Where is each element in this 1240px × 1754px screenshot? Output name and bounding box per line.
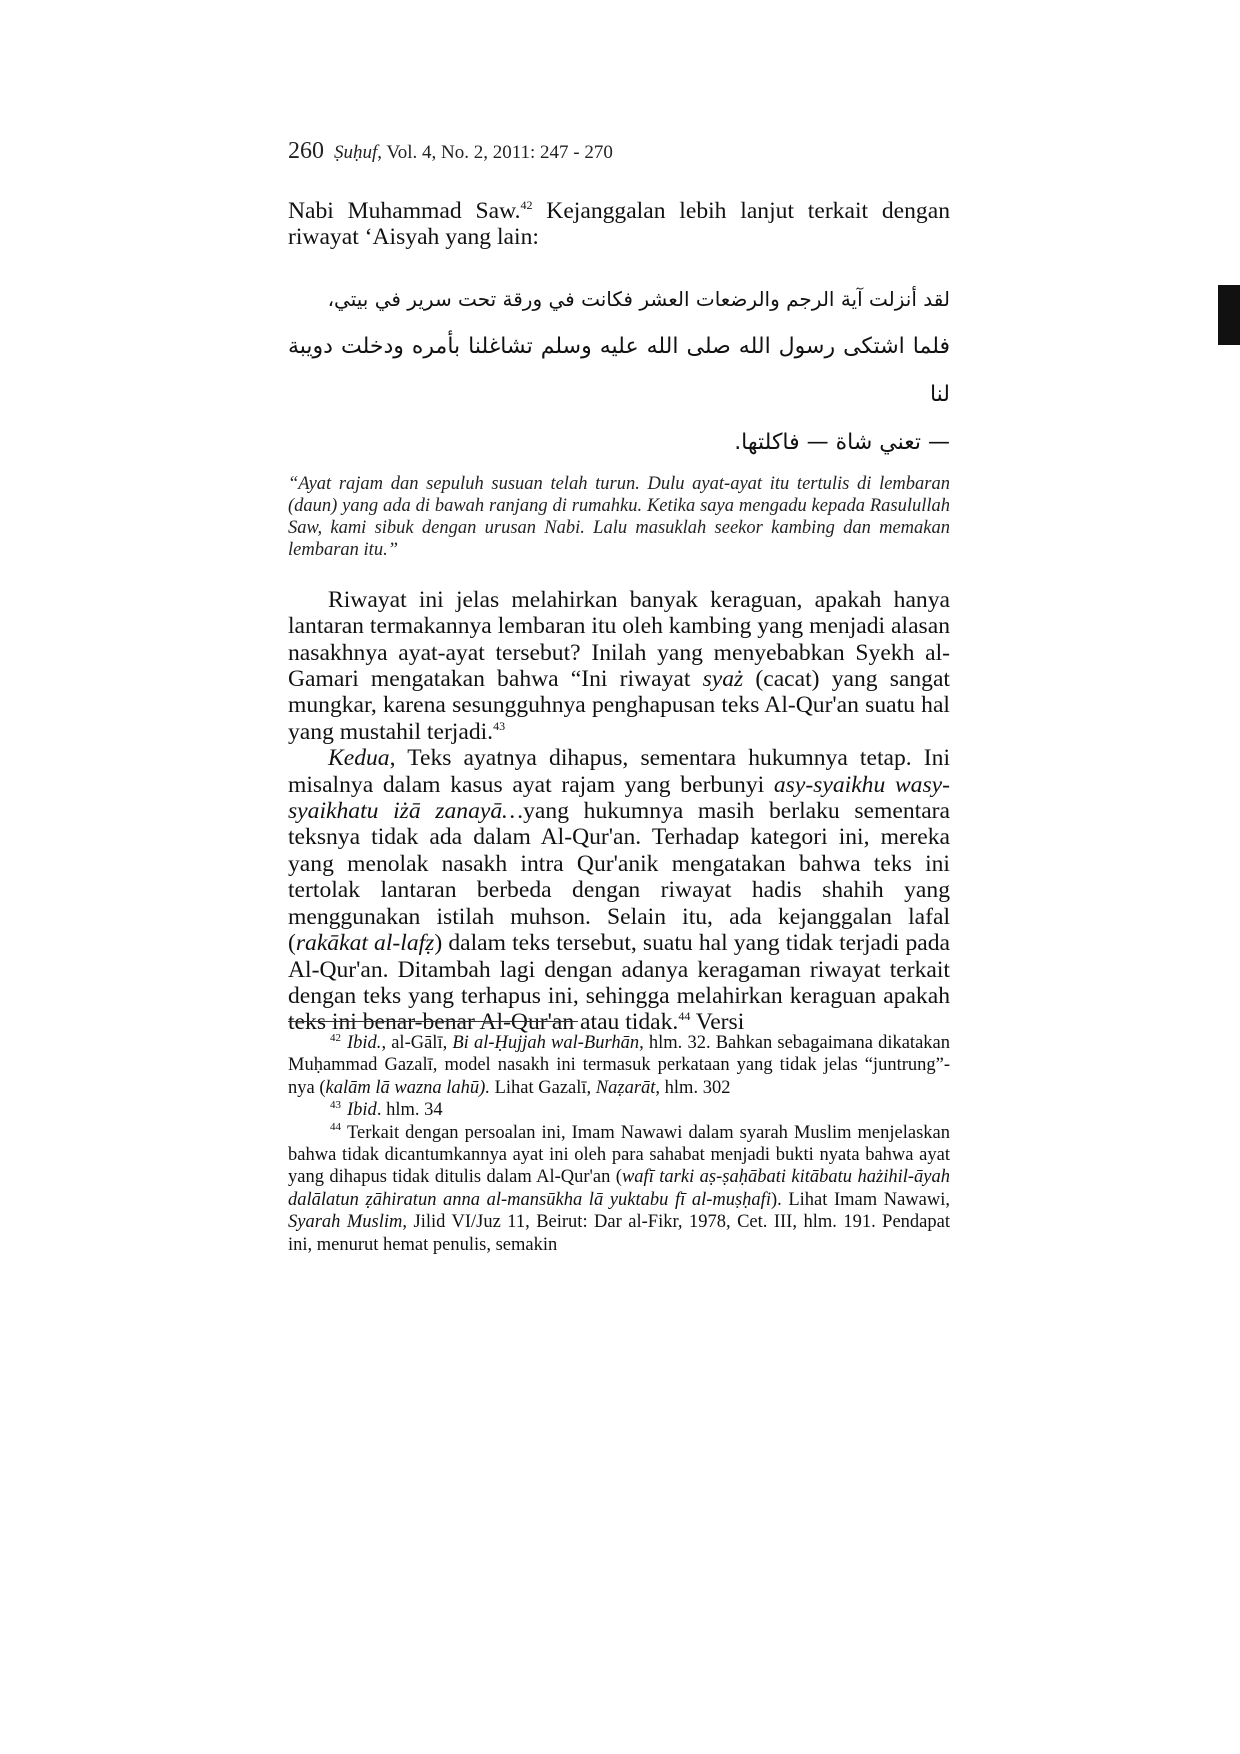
footnote-44 bbox=[288, 1122, 950, 1256]
footnote-text: , Jilid VI/Juz 11, Beirut: Dar al-Fikr, 1978, Cet. III, hlm. 191. Pendapat ini, menurut hemat penulis, semakin bbox=[288, 1212, 950, 1255]
footnote-42 bbox=[288, 1032, 950, 1099]
intro-text-continued: Kejanggalan lebih lanjut terkait dengan riwayat ‘Aisyah yang lain: bbox=[288, 198, 950, 251]
italic-term: asy-syaikhu wasy-syaikhatu iżā zanayā… bbox=[288, 771, 950, 825]
journal-citation: , Vol. 4, No. 2, 2011: 247 - 270 bbox=[377, 142, 613, 163]
footnote-ref-43: 43 bbox=[493, 718, 506, 733]
body-text bbox=[288, 198, 950, 1036]
italic-term: Naẓarāt bbox=[595, 1077, 656, 1098]
paragraph-text: (cacat) yang sangat mungkar, karena sesungguhnya penghapusan teks Al-Qur'an suatu hal yang mustahil terjadi. bbox=[288, 666, 950, 745]
translation-quote: “Ayat rajam dan sepuluh susuan telah turun. Dulu ayat-ayat itu tertulis di lembaran (daun) yang ada di bawah ranjang di rumahku. Ketika saya mengadu kepada Rasulullah Saw, kami sibuk dengan urusan Nabi. Lalu masuklah seekor kambing dan memakan lembaran itu.” bbox=[288, 473, 950, 560]
paragraph-text: yang hukumnya masih berlaku sementara teksnya tidak ada dalam Al-Qur'an. Terhadap kategori ini, mereka yang menolak nasakh intra Qur'anik mengatakan bahwa teks ini tertolak lantaran berbeda dengan riwayat hadis shahih yang menggunakan istilah muhson. Selain itu, ada kejanggalan lafal ( bbox=[288, 798, 951, 957]
footnote-number: 44 bbox=[330, 1121, 341, 1134]
arabic-line-3: — تعني شاة — فاكلتها. bbox=[734, 429, 950, 455]
paragraph-text: Versi bbox=[690, 1009, 745, 1036]
footnote-text: . hlm. 34 bbox=[376, 1100, 443, 1121]
edge-tab-marker bbox=[1218, 285, 1240, 345]
footnote-text: ). Lihat Imam Nawawi, bbox=[770, 1189, 951, 1210]
paragraph-riwayat bbox=[288, 587, 950, 745]
italic-term: Ibid. bbox=[347, 1033, 382, 1053]
running-header bbox=[288, 138, 613, 165]
footnote-number: 43 bbox=[330, 1099, 341, 1112]
footnote-ref-42: 42 bbox=[520, 198, 533, 213]
footnote-text: Terkait dengan persoalan ini, Imam Nawawi dalam syarah Muslim menjelaskan bahwa tidak dicantumkannya ayat ini oleh para sahabat menjadi bukti nyata bahwa ayat yang dihapus tidak ditulis dalam Al-Qur'an ( bbox=[288, 1122, 950, 1188]
intro-text: Nabi Muhammad Saw. bbox=[288, 198, 521, 224]
page-number: 260 bbox=[288, 138, 324, 164]
footnote-text: hlm. 32. Bahkan sebagaimana dikatakan Muḥammad Gazalī, model nasakh ini termasuk perkataan yang tidak jelas “juntrung”-nya ( bbox=[288, 1033, 950, 1098]
footnote-number: 42 bbox=[330, 1031, 341, 1044]
footnote-text: Lihat Gazalī, bbox=[489, 1077, 596, 1098]
italic-term: Syarah Muslim bbox=[288, 1212, 403, 1233]
intro-paragraph bbox=[288, 198, 950, 251]
footnote-ref-44: 44 bbox=[678, 1009, 691, 1024]
italic-term: Kedua bbox=[328, 745, 390, 772]
footnote-text: , hlm. 302 bbox=[655, 1077, 731, 1098]
journal-title: Ṣuḥuf bbox=[334, 142, 378, 163]
italic-term: rakākat al-lafẓ bbox=[295, 930, 435, 957]
paragraph-kedua bbox=[288, 745, 950, 1035]
arabic-line-1: لقد أنزلت آية الرجم والرضعات العشر فكانت في ورقة تحت سرير في بيتي، bbox=[327, 286, 950, 311]
italic-term: Bi al-Ḥujjah wal-Burhān, bbox=[452, 1033, 644, 1053]
paragraph-text: , Teks ayatnya dihapus, sementara hukumnya tetap. Ini misalnya dalam kasus ayat rajam yang berbunyi bbox=[288, 745, 950, 798]
italic-term: kalām lā wazna lahū). bbox=[325, 1077, 490, 1098]
paragraph-text: Riwayat ini jelas melahirkan banyak keraguan, apakah hanya lantaran termakannya lembaran itu oleh kambing yang menjadi alasan nasakhnya ayat-ayat tersebut? Inilah yang menyebabkan Syekh al-Gamari mengatakan bahwa “Ini riwayat bbox=[288, 586, 950, 693]
italic-term: syaż bbox=[702, 666, 744, 693]
footnote-text: , al-Gālī, bbox=[381, 1033, 453, 1053]
spacer bbox=[288, 561, 950, 587]
footnote-43 bbox=[288, 1099, 950, 1121]
arabic-quote bbox=[288, 275, 950, 467]
italic-term: wafī tarki aṣ-ṣaḥābati kitābatu hażihil-āyah dalālatun ẓāhiratun anna al-mansūkha lā yuktabu fī al-muṣḥafi bbox=[288, 1167, 950, 1210]
footnotes bbox=[288, 1032, 950, 1256]
italic-term: Ibid bbox=[347, 1100, 377, 1121]
arabic-line-2: فلما اشتكى رسول الله صلى الله عليه وسلم تشاغلنا بأمره ودخلت دويبة لنا bbox=[288, 333, 950, 407]
footnote-divider bbox=[288, 1021, 578, 1022]
paragraph-text: ) dalam teks tersebut, suatu hal yang tidak terjadi pada Al-Qur'an. Ditambah lagi dengan adanya keragaman riwayat terkait dengan teks yang terhapus ini, sehingga melahirkan keraguan apakah teks ini benar-benar Al-Qur'an atau tidak. bbox=[288, 930, 950, 1036]
